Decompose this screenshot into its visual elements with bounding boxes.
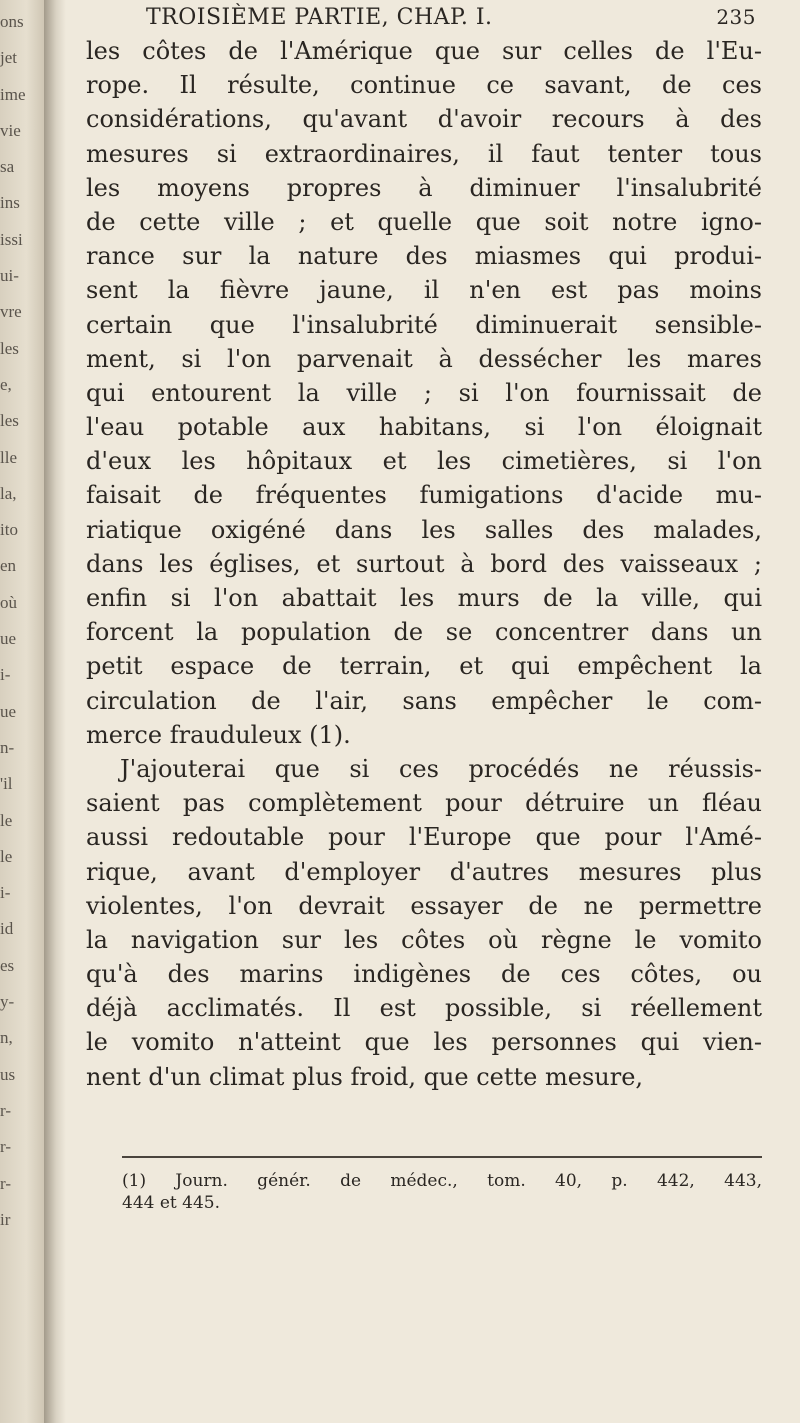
running-header [146,5,756,37]
body-text [86,34,762,1094]
margin-fragment: us [0,1064,16,1084]
margin-fragment: r- [0,1100,11,1120]
margin-fragment: n- [0,737,15,757]
text-line: ment, si l'on parvenait à dessécher les mares [86,344,762,373]
text-line: enfin si l'on abattait les murs de la ville, qui [86,584,762,612]
text-line: les moyens propres à diminuer l'insalubrité [86,173,762,202]
margin-fragment: 'il [0,774,13,794]
text-line: les côtes de l'Amérique que sur celles de l'Eu- [86,37,762,65]
margin-fragment: sa [0,157,15,177]
text-line: violentes, l'on devrait essayer de ne permettre [86,891,762,920]
margin-fragment: vre [0,302,22,322]
page-number: 235 [716,5,756,29]
text-line: faisait de fréquentes fumigations d'acide mu- [86,481,762,510]
margin-fragment: jet [0,48,17,68]
margin-fragment: e, [0,374,12,394]
footnote-line: (1) Journ. génér. de médec., tom. 40, p. 442, 443, [122,1171,762,1191]
facing-page-margin [0,0,44,1238]
text-line: mesures si extraordinaires, il faut tenter tous [86,139,762,168]
footnote-rule [122,1156,762,1158]
margin-fragment: ime [0,84,26,104]
text-line: saient pas complètement pour détruire un fléau [86,789,762,818]
binding-shadow [44,0,66,1423]
margin-fragment: r- [0,1173,11,1193]
margin-fragment: où [0,592,17,612]
margin-fragment: r- [0,1137,11,1157]
text-line: nent d'un climat plus froid, que cette mesure, [86,1062,644,1091]
margin-fragment: ins [0,193,20,213]
text-line: merce frauduleux (1). [86,720,351,749]
margin-fragment: le [0,810,13,830]
text-line: le vomito n'atteint que les personnes qui vien- [86,1028,762,1057]
margin-fragment: le [0,846,13,866]
text-line: d'eux les hôpitaux et les cimetières, si l'on [86,447,762,476]
margin-fragment: vie [0,120,21,140]
margin-fragment: en [0,556,17,576]
margin-fragment: ui- [0,266,19,286]
margin-fragment: les [0,411,19,431]
margin-fragment: lle [0,447,17,467]
margin-fragment: y- [0,992,15,1012]
footnote-line: 444 et 445. [122,1193,220,1213]
text-line: forcent la population de se concentrer dans un [86,618,762,647]
margin-fragment: les [0,338,19,358]
margin-fragment: es [0,955,15,975]
text-line: qui entourent la ville ; si l'on fournissait de [86,378,762,407]
margin-fragment: ito [0,520,18,540]
text-line: petit espace de terrain, et qui empêchent la [86,652,762,681]
text-line: rique, avant d'employer d'autres mesures plus [86,857,762,886]
text-line: la navigation sur les côtes où règne le vomito [86,925,762,954]
text-line: rance sur la nature des miasmes qui produi- [86,242,762,271]
margin-fragment: i- [0,665,11,685]
margin-fragment: la, [0,483,17,503]
text-line: sent la fièvre jaune, il n'en est pas moins [86,276,762,305]
margin-fragment: id [0,919,14,939]
text-line: circulation de l'air, sans empêcher le com- [86,686,762,715]
margin-fragment: issi [0,229,23,249]
footnotes [122,1170,762,1214]
margin-fragment: ir [0,1209,11,1229]
margin-fragment: ons [0,12,24,31]
text-line: dans les églises, et surtout à bord des vaisseaux ; [86,549,762,578]
text-line: riatique oxigéné dans les salles des malades, [86,515,762,544]
text-line: J'ajouterai que si ces procédés ne réussis- [120,754,762,783]
text-line: qu'à des marins indigènes de ces côtes, ou [86,960,762,989]
running-title: TROISIÈME PARTIE, CHAP. I. [146,5,493,30]
text-line: de cette ville ; et quelle que soit notre igno- [86,207,762,236]
margin-fragment: i- [0,883,11,903]
margin-fragment: ue [0,701,17,721]
text-line: considérations, qu'avant d'avoir recours à des [86,105,762,134]
text-line: l'eau potable aux habitans, si l'on éloignait [86,413,762,442]
text-line: rope. Il résulte, continue ce savant, de ces [86,71,762,100]
text-line: aussi redoutable pour l'Europe que pour l'Amé- [86,823,762,852]
margin-fragment: n, [0,1028,13,1048]
text-line: déjà acclimatés. Il est possible, si réellement [86,994,762,1023]
text-line: certain que l'insalubrité diminuerait sensible- [86,310,762,339]
margin-fragment: ue [0,629,17,649]
